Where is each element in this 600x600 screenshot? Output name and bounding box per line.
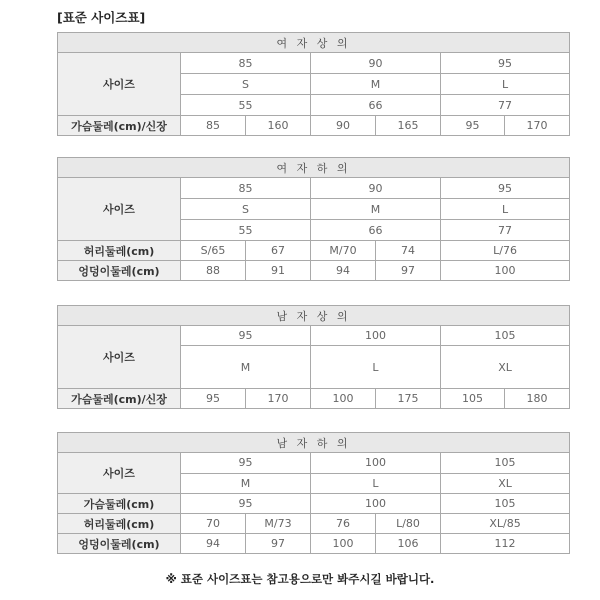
size-cell: L (441, 74, 570, 95)
measure-cell: 160 (246, 116, 311, 136)
measure-label: 가슴둘레(cm)/신장 (58, 389, 181, 409)
size-cell: 55 (181, 95, 311, 116)
size-cell: 77 (441, 220, 570, 241)
hip-cell: 91 (246, 261, 311, 281)
size-cell: L (311, 346, 441, 389)
women-bottom-table (57, 157, 570, 281)
size-label: 사이즈 (58, 326, 181, 389)
size-cell: M (181, 473, 311, 494)
measure-cell: 105 (441, 389, 505, 409)
size-cell: 55 (181, 220, 311, 241)
hip-cell: 94 (311, 261, 376, 281)
hip-cell: 88 (181, 261, 246, 281)
hip-cell: 112 (441, 534, 570, 554)
size-cell: XL (441, 473, 570, 494)
size-cell: 85 (181, 178, 311, 199)
women-top-table (57, 32, 570, 136)
size-cell: 90 (311, 53, 441, 74)
chest-label: 가슴둘레(cm) (58, 494, 181, 514)
hip-label: 엉덩이둘레(cm) (58, 261, 181, 281)
chest-cell: 95 (181, 494, 311, 514)
size-label: 사이즈 (58, 453, 181, 494)
waist-cell: 76 (311, 514, 376, 534)
size-cell: 95 (181, 326, 311, 346)
table-header: 여 자 상 의 (58, 33, 570, 53)
size-cell: L (311, 473, 441, 494)
size-cell: 95 (181, 453, 311, 474)
chest-cell: 105 (441, 494, 570, 514)
hip-cell: 100 (311, 534, 376, 554)
size-cell: 85 (181, 53, 311, 74)
size-cell: 105 (441, 326, 570, 346)
measure-cell: 175 (376, 389, 441, 409)
hip-cell: 97 (376, 261, 441, 281)
measure-cell: 100 (311, 389, 376, 409)
size-cell: S (181, 199, 311, 220)
size-cell: 95 (441, 53, 570, 74)
waist-cell: M/70 (311, 241, 376, 261)
measure-cell: 95 (181, 389, 246, 409)
measure-cell: 170 (505, 116, 570, 136)
size-cell: 95 (441, 178, 570, 199)
waist-cell: L/76 (441, 241, 570, 261)
waist-cell: 67 (246, 241, 311, 261)
table-header: 여 자 하 의 (58, 158, 570, 178)
size-label: 사이즈 (58, 178, 181, 241)
size-cell: XL (441, 346, 570, 389)
measure-cell: 95 (441, 116, 505, 136)
waist-cell: M/73 (246, 514, 311, 534)
size-cell: M (311, 74, 441, 95)
size-cell: 66 (311, 220, 441, 241)
waist-cell: 70 (181, 514, 246, 534)
table-header: 남 자 상 의 (58, 306, 570, 326)
hip-cell: 100 (441, 261, 570, 281)
size-cell: 100 (311, 326, 441, 346)
page-title: [표준 사이즈표] (57, 10, 146, 25)
waist-cell: S/65 (181, 241, 246, 261)
waist-cell: XL/85 (441, 514, 570, 534)
measure-cell: 170 (246, 389, 311, 409)
size-cell: 100 (311, 453, 441, 474)
size-cell: 105 (441, 453, 570, 474)
size-cell: S (181, 74, 311, 95)
measure-cell: 85 (181, 116, 246, 136)
waist-cell: 74 (376, 241, 441, 261)
hip-label: 엉덩이둘레(cm) (58, 534, 181, 554)
waist-label: 허리둘레(cm) (58, 514, 181, 534)
hip-cell: 106 (376, 534, 441, 554)
size-cell: L (441, 199, 570, 220)
men-top-table (57, 305, 570, 409)
measure-cell: 180 (505, 389, 570, 409)
hip-cell: 94 (181, 534, 246, 554)
hip-cell: 97 (246, 534, 311, 554)
measure-label: 가슴둘레(cm)/신장 (58, 116, 181, 136)
measure-cell: 165 (376, 116, 441, 136)
waist-cell: L/80 (376, 514, 441, 534)
footnote: ※ 표준 사이즈표는 참고용으로만 봐주시길 바랍니다. (165, 572, 435, 586)
measure-cell: 90 (311, 116, 376, 136)
men-bottom-table (57, 432, 570, 554)
size-cell: M (311, 199, 441, 220)
size-label: 사이즈 (58, 53, 181, 116)
size-cell: 90 (311, 178, 441, 199)
table-header: 남 자 하 의 (58, 433, 570, 453)
size-cell: M (181, 346, 311, 389)
size-cell: 66 (311, 95, 441, 116)
size-cell: 77 (441, 95, 570, 116)
chest-cell: 100 (311, 494, 441, 514)
waist-label: 허리둘레(cm) (58, 241, 181, 261)
